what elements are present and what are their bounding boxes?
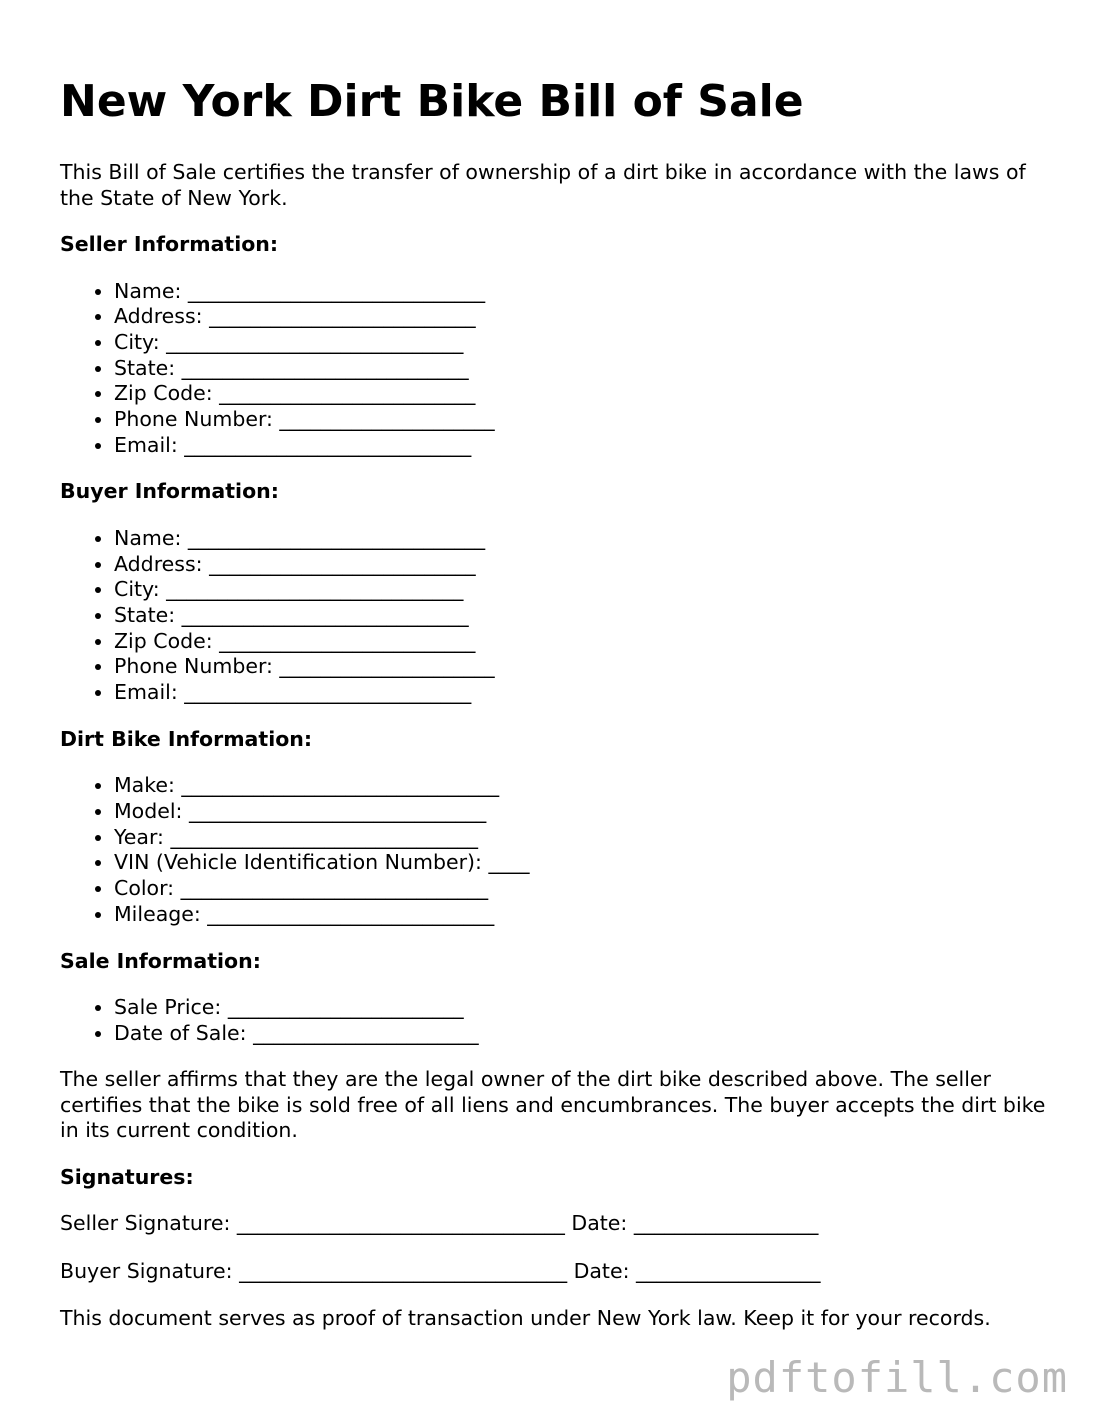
bike-field-list [60, 773, 1050, 927]
buyer-field-list [60, 526, 1050, 706]
bike-mileage-field: • Mileage: ____________________________ [114, 902, 1050, 928]
buyer-section-heading: Buyer Information: [60, 479, 279, 504]
seller-phone-field: • Phone Number: _____________________ [114, 407, 1050, 433]
buyer-city-field: • City: _____________________________ [114, 577, 1050, 603]
bike-year-field: • Year: ______________________________ [114, 825, 1050, 851]
buyer-phone-field: • Phone Number: _____________________ [114, 654, 1050, 680]
footer-note: This document serves as proof of transaction under New York law. Keep it for your records. [60, 1306, 991, 1331]
sale-section-heading: Sale Information: [60, 948, 261, 973]
bike-make-field: • Make: _______________________________ [114, 773, 1050, 799]
sale-date-field: • Date of Sale: ______________________ [114, 1021, 1050, 1047]
seller-signature-line: Seller Signature: ________________________________ Date: __________________ [60, 1211, 819, 1236]
seller-section-heading: Seller Information: [60, 232, 279, 256]
buyer-state-field: • State: ____________________________ [114, 603, 1050, 629]
buyer-email-field: • Email: ____________________________ [114, 680, 1050, 706]
seller-zip-field: • Zip Code: _________________________ [114, 381, 1050, 407]
document-page [60, 72, 1050, 1353]
document-title: New York Dirt Bike Bill of Sale [60, 76, 804, 127]
bike-color-field: • Color: ______________________________ [114, 876, 1050, 902]
seller-state-field: • State: ____________________________ [114, 356, 1050, 382]
buyer-zip-field: • Zip Code: _________________________ [114, 629, 1050, 655]
sale-price-field: • Sale Price: _______________________ [114, 995, 1050, 1021]
sale-field-list [60, 995, 1050, 1046]
affirmation-paragraph: The seller affirms that they are the legal owner of the dirt bike described above. The seller certifies that the bike is sold free of all liens and encumbrances. The buyer accepts the dirt bike in its current condition. [60, 1067, 1046, 1143]
intro-paragraph: This Bill of Sale certifies the transfer of ownership of a dirt bike in accordance with the laws of the State of New York. [60, 160, 1026, 210]
bike-section-heading: Dirt Bike Information: [60, 726, 313, 751]
seller-field-list [60, 279, 1050, 459]
buyer-address-field: • Address: __________________________ [114, 552, 1050, 578]
seller-address-field: • Address: __________________________ [114, 304, 1050, 330]
bike-model-field: • Model: _____________________________ [114, 799, 1050, 825]
seller-city-field: • City: _____________________________ [114, 330, 1050, 356]
signatures-section-heading: Signatures: [60, 1164, 194, 1189]
buyer-name-field: • Name: _____________________________ [114, 526, 1050, 552]
watermark: pdftofill.com [726, 1353, 1068, 1402]
seller-email-field: • Email: ____________________________ [114, 433, 1050, 459]
bike-vin-field: • VIN (Vehicle Identification Number): ____ [114, 850, 1050, 876]
seller-name-field: • Name: _____________________________ [114, 279, 1050, 305]
buyer-signature-line: Buyer Signature: ________________________________ Date: __________________ [60, 1258, 821, 1283]
